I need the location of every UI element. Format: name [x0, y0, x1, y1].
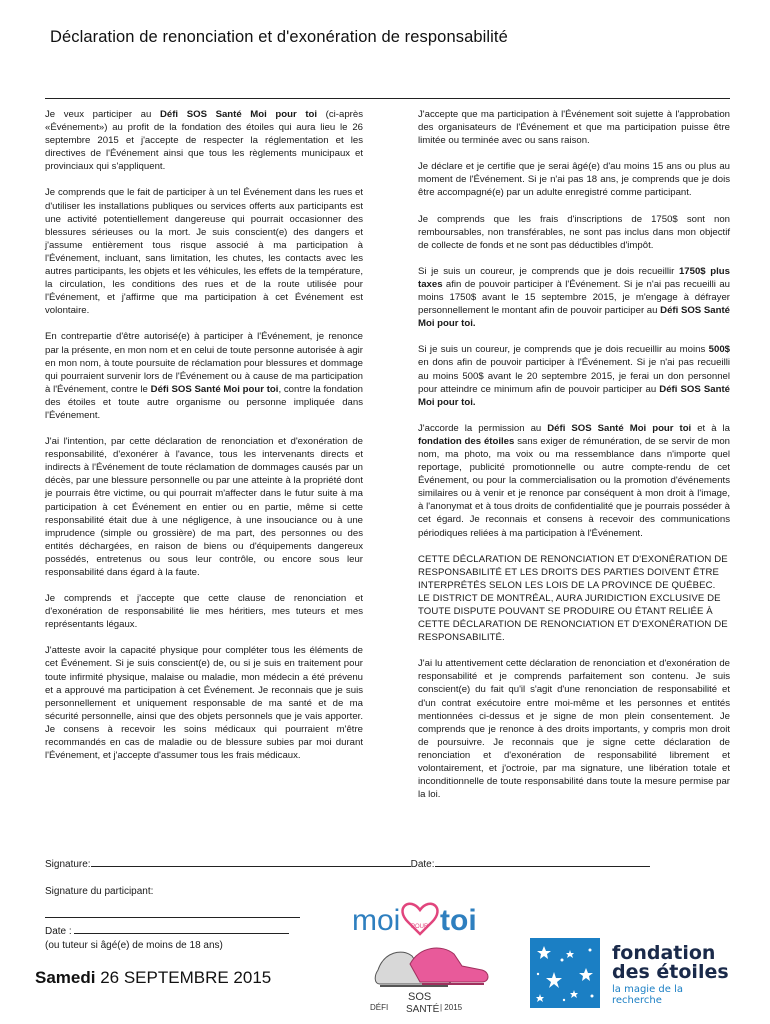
participant-signature-block	[45, 885, 300, 953]
paragraph: Je comprends que les frais d'inscriptions de 1750$ sont non remboursables, non transférables, ne sont pas inclus dans mon objectif de collecte de fonds et ne sont pas déductibles d'impôt.	[418, 213, 730, 251]
participant-signature-field[interactable]	[45, 907, 300, 918]
paragraph	[45, 330, 363, 422]
logo-pour-text: POUR	[411, 924, 429, 930]
text: sans exiger de rémunération, de se servir de mon nom, ma photo, ma voix ou ma ressemblance dans n'importe quel reportage, publicité promotionnelle ou autre compte-rendu de cet Événement, ou pour la commercialisation ou la promotion d'événements similaires ou à venir et je renonce par conséquent à mon droit à l'image, à l'anonymat et à tous droits de confidentialité que je pourrais posséder à cet égard. Je reconnais et consens à recevoir des communications périodiques reliées à ma participation à l'Événement.	[418, 435, 730, 539]
paragraph	[45, 108, 363, 173]
paragraph: Je comprends que le fait de participer à un tel Événement dans les rues et d'utiliser les installations publiques ou services offerts aux participants est une activité potentiellement dangereuse qui pourrait occasionner des blessures sérieuses ou la mort. Je suis conscient(e) des dangers et j'assume entièrement tous risque associé à ma participation à l'Événement, incluant, sans limitation, les chutes, les contacts avec les autres participants, les objets et les véhicules, les effets de la température, la circulation, les conditions des rues et de la route utilisée pour l'Événement, et j'affirme que ma participation à cet Événement est volontaire.	[45, 187, 363, 317]
event-name: Défi SOS Santé Moi pour toi	[159, 109, 318, 120]
text: afin de pouvoir participer à l'Événement. Si je n'ai pas recueilli au moins 1750$ avant le 15 septembre 2015, je m'engage à défrayer personnellement le montant afin de pouvoir participer au	[418, 278, 730, 317]
star-pattern-icon	[530, 938, 600, 1008]
foundation-name: fondation des étoiles	[418, 435, 515, 447]
event-name: Défi SOS Santé Moi pour toi.	[418, 305, 731, 330]
fondation-line2: des étoiles	[612, 961, 729, 983]
signature-field[interactable]	[91, 855, 411, 867]
fondation-name	[612, 944, 729, 982]
paragraph: J'ai l'intention, par cette déclaration de renonciation et d'exonération de responsabilité, d'exonérer à l'avance, tous les intervenants directs et indirects à l'Événement de toute réclamation de dommages causés par un décès, par une blessure personnelle ou par une atteinte à la propriété dont je pourrais être victime, ou qui pourrait m'affecter dans le futur suite à ma participation à cet Événement en entier ou en partie, même si cette responsabilité était due à une négligence, à une insouciance ou à une imprudence (simple ou grossière) de ma part, des personnes ou des entités déchargées, en raison de biens ou d'équipements dangereux possédés, entretenus ou sous leur contrôle, ou encore sous leur responsabilité dans égard à la faute.	[45, 436, 363, 578]
text: en dons afin de pouvoir participer à l'Événement. Si je n'ai pas recueilli au moins 500$ avant le 20 septembre 2015, je ferai un don personnel pour atteindre ce minimum afin de pouvoir participer au	[418, 357, 730, 395]
paragraph	[418, 343, 730, 408]
guardian-note: (ou tuteur si âgé(e) de moins de 18 ans)	[45, 940, 223, 951]
logo-toi-text: toi	[440, 904, 477, 937]
paragraph: Je comprends et j'accepte que cette clause de renonciation et d'exonération de responsabilité lie mes héritiers, mes tuteurs et mes représentants légaux.	[45, 593, 363, 631]
participant-heading: Signature du participant:	[45, 886, 154, 897]
paragraph: J'accepte que ma participation à l'Événement soit sujette à l'approbation des organisateurs de l'Événement et que ma participation puisse être limitée ou terminée avec ou sans raison.	[418, 109, 730, 147]
event-name: Défi SOS Santé Moi pour toi	[150, 383, 279, 395]
logo-moi-text: moi	[352, 904, 401, 937]
amount: 500$	[708, 344, 730, 356]
page-title: Déclaration de renonciation et d'exonération de responsabilité	[50, 28, 508, 46]
running-shoes-icon	[375, 948, 488, 986]
amount: 1750$ plus taxes	[418, 265, 730, 290]
right-column	[418, 108, 730, 814]
text: J'accorde la permission au	[418, 422, 548, 434]
signature-row	[45, 855, 735, 870]
logo-year-text: | 2015	[440, 1003, 463, 1012]
paragraph: Je déclare et je certifie que je serai âgé(e) d'au moins 15 ans ou plus au moment de l'Événement. Si je n'ai pas 18 ans, je comprends que je dois être accompagné(e) par un adulte enregistré comme participant.	[418, 161, 730, 199]
participant-date-field[interactable]	[74, 923, 289, 934]
text: et à la	[691, 422, 730, 434]
event-day: Samedi	[35, 968, 96, 987]
paragraph: J'ai lu attentivement cette déclaration de renonciation et d'exonération de responsabilité et je comprends parfaitement son contenu. Je suis conscient(e) du fait qu'il s'agit d'une renonciation de responsabilité et d'un contrat exécutoire entre moi-même et les personnes et entités mentionnées ci-dessus et je signe de mon plein consentement. Je comprends que je renonce à des droits importants, y compris mon droit de poursuivre. Je reconnais que je signe cette déclaration de renonciation et d'exonération de responsabilité librement et volontairement, et j'octroie, par ma signature, une libération totale et inconditionnelle de toute responsabilité dans toute la mesure permise par la loi.	[418, 658, 730, 801]
event-date	[35, 968, 271, 988]
moi-pour-toi-logo-graphic	[350, 888, 520, 1018]
event-date-text: 26 SEPTEMBRE 2015	[95, 968, 272, 987]
paragraph	[418, 422, 730, 540]
text: Si je suis un coureur, je comprends que je dois recueillir au moins	[418, 344, 709, 356]
logo-sante-text: SANTÉ	[406, 1004, 440, 1015]
signature-label: Signature:	[45, 859, 91, 870]
event-name: Défi SOS Santé Moi pour toi	[547, 422, 692, 434]
moi-pour-toi-logo	[350, 888, 520, 1018]
left-column	[45, 108, 363, 775]
text: En contrepartie d'être autorisé(e) à participer à l'Événement, je renonce par la présente, en mon nom et en celui de toute personne autorisée à agir en mon nom, à toute poursuite de réclamation pour blessures et dommage qui pourraient survenir lors de l'Événement ou à cause de ma participation à l'Événement, contre le	[45, 331, 363, 395]
date-field[interactable]	[435, 855, 650, 867]
event-name: Défi SOS Santé Moi pour toi.	[418, 383, 730, 408]
header-divider	[45, 98, 730, 99]
text: Si je suis un coureur, je comprends que je dois recueillir	[418, 265, 679, 277]
logo-defi-text: DÉFI	[370, 1003, 389, 1012]
participant-date-label: Date :	[45, 926, 72, 937]
paragraph: J'atteste avoir la capacité physique pour compléter tous les éléments de cet Événement. Si je suis conscient(e) de, ou si je suis en traitement pour toute infirmité physique, malaise ou maladie, mon médecin a été prévenu et a approuvé ma participation à cet Événement. Je reconnais que je suis personnellement et uniquement responsable de ma santé et de ma sécurité personnelle, ainsi que des objets personnels que je vais apporter. Je consens à recevoir les soins médicaux qui pourraient m'être recommandés en cas de maladie ou de blessure subies par moi durant l'Événement, et j'accepte d'assumer tous les frais médicaux.	[45, 645, 363, 762]
date-label: Date:	[410, 859, 435, 870]
star-pattern-graphic	[530, 938, 600, 1008]
fondation-tagline: la magie de la recherche	[612, 984, 683, 1006]
fondation-line1: fondation	[612, 942, 716, 964]
text: Je veux participer au	[45, 109, 160, 120]
logo-sos-text: SOS	[408, 991, 432, 1003]
fondation-des-etoiles-logo	[530, 938, 730, 1010]
paragraph	[418, 265, 730, 330]
text: (ci-après «Événement») au profit de la fondation des étoiles qui aura lieu le 26 septembre 2015 et j'accepte de respecter la réglementation et les directives de l'Événement ainsi que tous les règlements municipaux et provinciaux qui s'appliquent.	[45, 109, 364, 173]
legal-paragraph: CETTE DÉCLARATION DE RENONCIATION ET D'EXONÉRATION DE RESPONSABILITÉ ET LES DROITS DES PARTIES DOIVENT ÊTRE INTERPRÉTÉS SELON LES LOIS DE LA PROVINCE DE QUÉBEC. LE DISTRICT DE MONTRÉAL, AURA JURIDICTION EXCLUSIVE DE TOUTE DISPUTE POUVANT SE PRODUIRE OU ÉTANT RELIÉE À CETTE DÉCLARATION DE RENONCIATION ET D'EXONÉRATION DE RESPONSABILITÉ.	[418, 553, 728, 644]
text: , contre la fondation des étoiles et toute autre organisme ou personne impliquée dans l'Événement.	[45, 383, 363, 421]
